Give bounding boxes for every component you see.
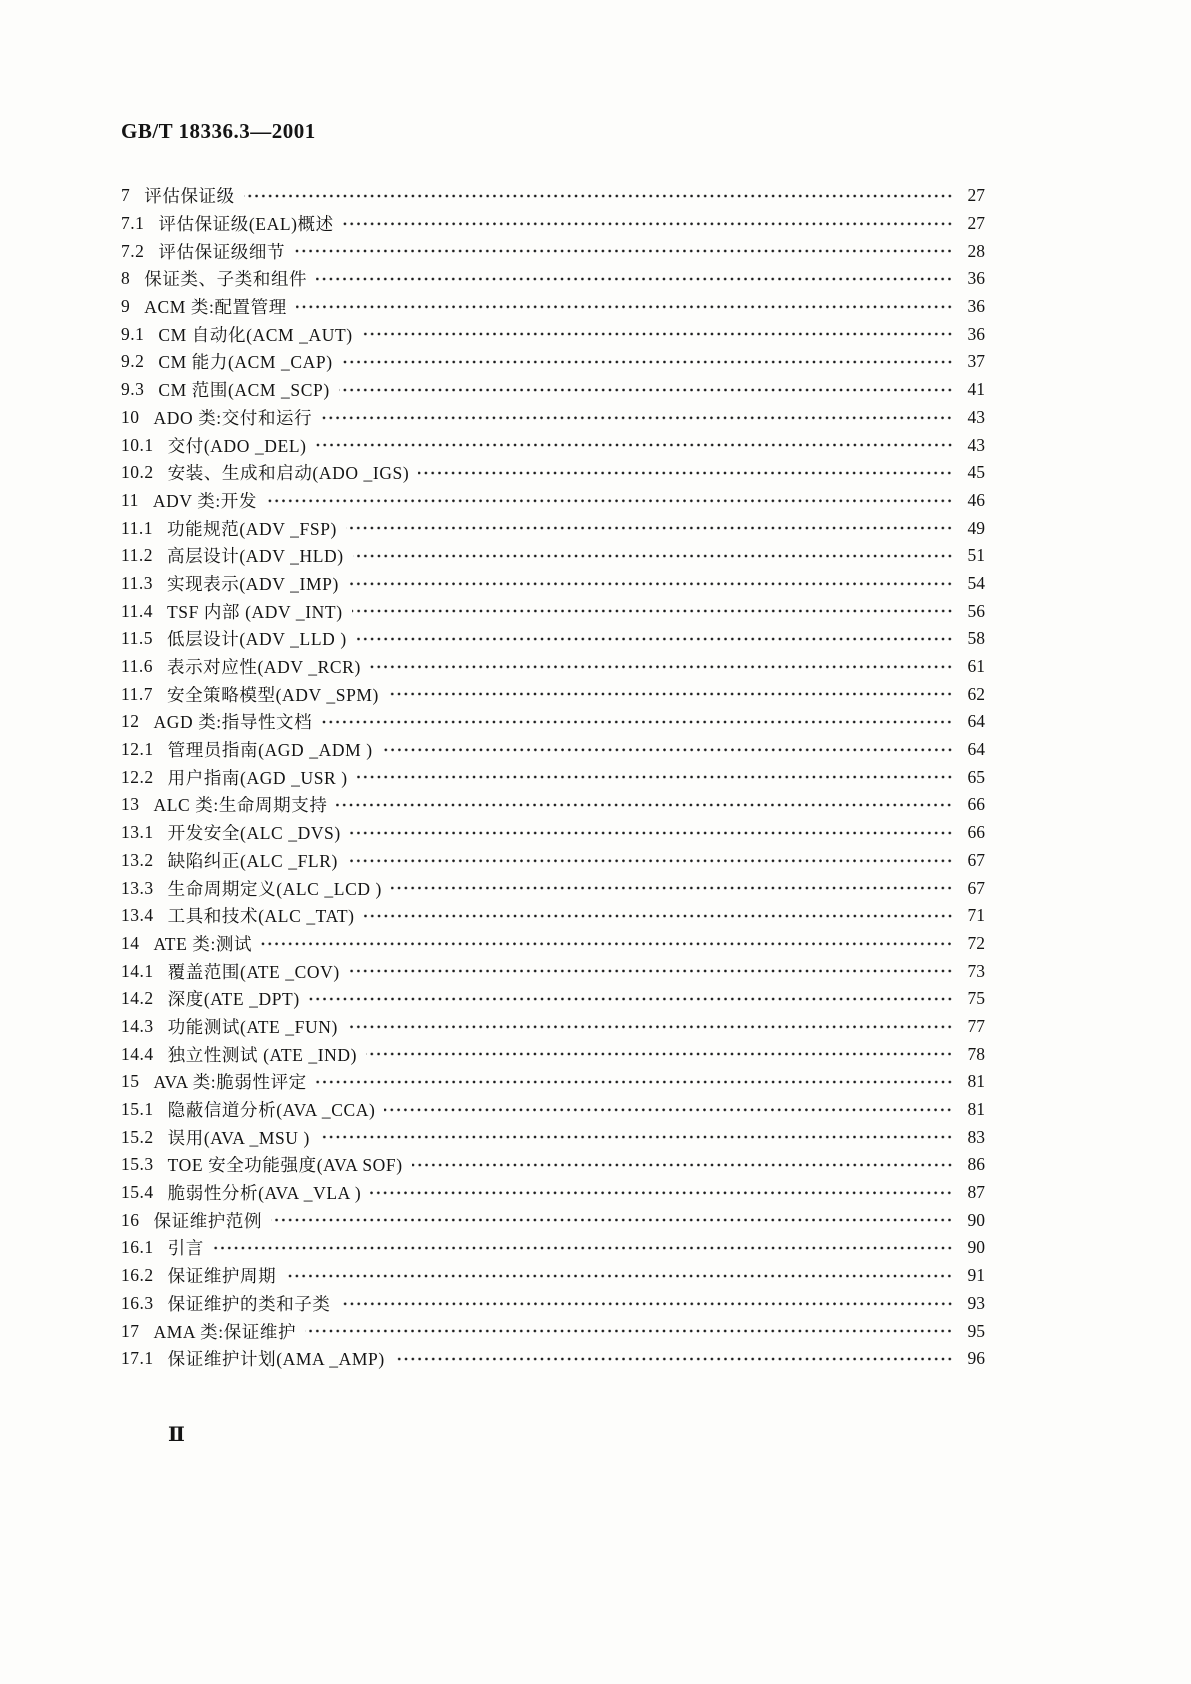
toc-entry (121, 874, 985, 902)
toc-entry-page: 95 (967, 1320, 985, 1341)
toc-entry-number: 12 (121, 711, 140, 732)
toc-entry-number: 12.2 (121, 766, 154, 787)
toc-entry-number: 9.1 (121, 323, 145, 344)
toc-dotted-leader (316, 1068, 953, 1096)
toc-entry-title: 功能规范(ADV _FSP) (166, 518, 337, 539)
toc-entry-number: 13.1 (121, 822, 154, 843)
toc-dotted-leader (347, 1013, 953, 1041)
toc-entry-number: 14.1 (121, 960, 154, 981)
toc-entry-number: 8 (121, 268, 131, 289)
toc-entry-page: 66 (967, 794, 985, 815)
toc-dotted-leader (336, 791, 953, 819)
toc-entry-page: 37 (967, 351, 985, 372)
toc-entry-number: 16.3 (121, 1292, 154, 1313)
toc-entry-number: 11.4 (121, 600, 153, 621)
toc-entry-page: 36 (967, 323, 985, 344)
toc-entry-title: CM 范围(ACM _SCP) (158, 380, 330, 401)
toc-entry-title: 安装、生成和启动(ADO _IGS) (167, 463, 410, 484)
toc-entry-page: 72 (967, 932, 985, 953)
toc-entry (121, 1317, 985, 1345)
toc-entry-page: 58 (967, 628, 985, 649)
toc-entry-page: 73 (967, 960, 985, 981)
toc-entry (121, 348, 985, 376)
toc-entry-title: AVA 类:脆弱性评定 (153, 1072, 307, 1093)
toc-dotted-leader (353, 542, 953, 570)
toc-entry-title: 交付(ADO _DEL) (167, 435, 307, 456)
toc-dotted-leader (339, 376, 953, 404)
toc-entry-title: 表示对应性(ADV _RCR) (166, 657, 361, 678)
toc-entry-title: ATE 类:测试 (153, 933, 253, 954)
toc-entry (121, 1179, 985, 1207)
toc-entry-title: 引言 (167, 1238, 204, 1259)
toc-entry-page: 27 (967, 185, 985, 206)
toc-entry-number: 11.1 (121, 517, 153, 538)
toc-entry-page: 54 (967, 572, 985, 593)
toc-entry-page: 67 (967, 877, 985, 898)
toc-entry (121, 763, 985, 791)
toc-entry-page: 41 (967, 379, 985, 400)
toc-dotted-leader (316, 431, 953, 459)
toc-entry-page: 66 (967, 822, 985, 843)
toc-entry-page: 90 (967, 1209, 985, 1230)
toc-entry (121, 542, 985, 570)
toc-entry-title: 隐蔽信道分析(AVA _CCA) (167, 1100, 376, 1121)
toc-entry (121, 1068, 985, 1096)
toc-entry-page: 93 (967, 1292, 985, 1313)
toc-entry (121, 570, 985, 598)
toc-entry-page: 28 (967, 240, 985, 261)
toc-entry-title: 保证维护范例 (153, 1210, 263, 1231)
toc-entry (121, 736, 985, 764)
toc-dotted-leader (352, 597, 953, 625)
toc-entry (121, 514, 985, 542)
toc-dotted-leader (394, 1345, 953, 1373)
toc-entry (121, 1206, 985, 1234)
toc-dotted-leader (213, 1234, 953, 1262)
toc-entry-page: 46 (967, 489, 985, 510)
toc-entry-title: 工具和技术(ALC _TAT) (167, 906, 355, 927)
toc-dotted-leader (305, 1317, 953, 1345)
toc-entry-page: 43 (967, 406, 985, 427)
toc-entry-number: 15.2 (121, 1126, 154, 1147)
toc-dotted-leader (412, 1151, 953, 1179)
toc-entry-page: 77 (967, 1015, 985, 1036)
toc-entry-number: 14 (121, 932, 140, 953)
toc-entry-title: 保证类、子类和组件 (144, 269, 308, 290)
toc-entry-page: 81 (967, 1071, 985, 1092)
toc-entry-number: 14.4 (121, 1043, 154, 1064)
toc-entry-number: 16 (121, 1209, 140, 1230)
toc-entry-title: 高层设计(ADV _HLD) (166, 546, 344, 567)
toc-entry-title: 保证维护周期 (167, 1266, 277, 1287)
toc-entry-title: 脆弱性分析(AVA _VLA ) (167, 1183, 362, 1204)
toc-entry-page: 67 (967, 849, 985, 870)
toc-entry-page: 78 (967, 1043, 985, 1064)
document-code: GB/T 18336.3—2001 (121, 119, 316, 143)
toc-entry-title: AMA 类:保证维护 (153, 1321, 297, 1342)
toc-dotted-leader (342, 348, 953, 376)
toc-entry-title: ADO 类:交付和运行 (153, 407, 313, 428)
toc-entry-title: AGD 类:指导性文档 (153, 712, 313, 733)
toc-entry-number: 12.1 (121, 739, 154, 760)
toc-entry (121, 404, 985, 432)
toc-dotted-leader (244, 182, 953, 210)
toc-dotted-leader (343, 210, 953, 238)
toc-dotted-leader (319, 1123, 953, 1151)
toc-entry (121, 1040, 985, 1068)
toc-entry-title: 生命周期定义(ALC _LCD ) (167, 878, 382, 899)
toc-entry-number: 7.2 (121, 240, 145, 261)
toc-dotted-leader (271, 1206, 953, 1234)
toc-dotted-leader (294, 237, 953, 265)
toc-entry (121, 957, 985, 985)
toc-entry-page: 71 (967, 905, 985, 926)
toc-entry-number: 9 (121, 296, 131, 317)
toc-entry-number: 16.2 (121, 1265, 154, 1286)
toc-entry-number: 11.5 (121, 628, 153, 649)
toc-entry-page: 56 (967, 600, 985, 621)
toc-dotted-leader (418, 459, 953, 487)
toc-entry (121, 680, 985, 708)
toc-entry (121, 597, 985, 625)
toc-entry (121, 182, 985, 210)
toc-entry-title: 开发安全(ALC _DVS) (167, 823, 341, 844)
toc-entry-number: 11.7 (121, 683, 153, 704)
toc-entry-page: 62 (967, 683, 985, 704)
toc-entry (121, 819, 985, 847)
toc-entry-title: 保证维护计划(AMA _AMP) (167, 1349, 385, 1370)
toc-entry-title: 功能测试(ATE _FUN) (167, 1016, 338, 1037)
toc-dotted-leader (346, 514, 953, 542)
toc-dotted-leader (362, 320, 953, 348)
toc-entry-number: 13.4 (121, 905, 154, 926)
toc-entry-title: 独立性测试 (ATE _IND) (167, 1044, 358, 1065)
toc-entry-title: 缺陷纠正(ALC _FLR) (167, 850, 338, 871)
toc-entry (121, 985, 985, 1013)
toc-entry-page: 65 (967, 766, 985, 787)
toc-entry-page: 27 (967, 213, 985, 234)
toc-entry-page: 61 (967, 656, 985, 677)
toc-entry-number: 14.2 (121, 988, 154, 1009)
toc-entry-number: 10 (121, 406, 140, 427)
toc-dotted-leader (364, 902, 953, 930)
toc-dotted-leader (348, 570, 953, 598)
toc-entry (121, 625, 985, 653)
toc-entry (121, 1013, 985, 1041)
toc-entry-title: 保证维护的类和子类 (167, 1293, 331, 1314)
toc-entry-title: 用户指南(AGD _USR ) (167, 767, 348, 788)
toc-entry (121, 487, 985, 515)
toc-entry (121, 459, 985, 487)
toc-dotted-leader (350, 819, 953, 847)
toc-entry-title: 评估保证级细节 (158, 241, 286, 262)
toc-entry-page: 90 (967, 1237, 985, 1258)
toc-entry (121, 265, 985, 293)
toc-entry-page: 45 (967, 462, 985, 483)
toc-dotted-leader (388, 680, 953, 708)
toc-dotted-leader (296, 293, 953, 321)
toc-entry (121, 237, 985, 265)
toc-entry (121, 708, 985, 736)
toc-entry-number: 15.1 (121, 1099, 154, 1120)
toc-entry-title: 深度(ATE _DPT) (167, 989, 300, 1010)
toc-entry-number: 17.1 (121, 1348, 154, 1369)
toc-dotted-leader (321, 708, 953, 736)
toc-dotted-leader (382, 736, 953, 764)
toc-entry-number: 14.3 (121, 1015, 154, 1036)
toc-entry-number: 15 (121, 1071, 140, 1092)
toc-entry (121, 902, 985, 930)
toc-entry-number: 11.6 (121, 656, 153, 677)
toc-entry-page: 91 (967, 1265, 985, 1286)
toc-dotted-leader (316, 265, 953, 293)
toc-entry (121, 1234, 985, 1262)
toc-dotted-leader (357, 763, 953, 791)
toc-entry (121, 847, 985, 875)
toc-entry (121, 376, 985, 404)
toc-entry-page: 83 (967, 1126, 985, 1147)
toc-entry (121, 1262, 985, 1290)
toc-entry-title: 覆盖范围(ATE _COV) (167, 961, 340, 982)
toc-dotted-leader (347, 847, 953, 875)
toc-entry-number: 11.3 (121, 572, 153, 593)
toc-entry-page: 75 (967, 988, 985, 1009)
toc-entry-title: 评估保证级(EAL)概述 (158, 214, 334, 235)
toc-entry-number: 10.1 (121, 434, 154, 455)
toc-entry-number: 13.2 (121, 849, 154, 870)
toc-entry (121, 1123, 985, 1151)
toc-entry-title: ADV 类:开发 (152, 490, 257, 511)
toc-entry-page: 36 (967, 296, 985, 317)
toc-entry-title: 评估保证级 (144, 186, 235, 207)
toc-entry-number: 11.2 (121, 545, 153, 566)
toc-dotted-leader (391, 874, 953, 902)
toc-entry-page: 51 (967, 545, 985, 566)
toc-dotted-leader (366, 1040, 953, 1068)
toc-entry-title: 管理员指南(AGD _ADM ) (167, 740, 373, 761)
toc-entry-title: CM 自动化(ACM _AUT) (158, 324, 353, 345)
toc-entry-title: TOE 安全功能强度(AVA SOF) (167, 1155, 403, 1176)
toc-entry-page: 64 (967, 739, 985, 760)
toc-entry (121, 210, 985, 238)
toc-dotted-leader (309, 985, 953, 1013)
toc-dotted-leader (321, 404, 953, 432)
toc-entry (121, 1096, 985, 1124)
toc-dotted-leader (266, 487, 953, 515)
toc-entry-number: 13 (121, 794, 140, 815)
toc-entry-number: 16.1 (121, 1237, 154, 1258)
toc-entry-title: 误用(AVA _MSU ) (167, 1127, 310, 1148)
toc-entry (121, 293, 985, 321)
toc-entry (121, 1290, 985, 1318)
toc-entry (121, 431, 985, 459)
toc-entry (121, 653, 985, 681)
toc-entry-title: 低层设计(ADV _LLD ) (166, 629, 347, 650)
toc-dotted-leader (384, 1096, 953, 1124)
toc-entry-title: ACM 类:配置管理 (144, 297, 287, 318)
toc-entry (121, 930, 985, 958)
toc-entry-title: TSF 内部 (ADV _INT) (166, 601, 343, 622)
footer-page-number: Ⅱ (168, 1424, 185, 1446)
toc-entry (121, 1151, 985, 1179)
toc-entry-number: 13.3 (121, 877, 154, 898)
toc-dotted-leader (285, 1262, 953, 1290)
toc-entry (121, 320, 985, 348)
toc-entry (121, 1345, 985, 1373)
toc-entry-page: 64 (967, 711, 985, 732)
toc-entry-page: 87 (967, 1182, 985, 1203)
toc-entry-number: 17 (121, 1320, 140, 1341)
toc-dotted-leader (356, 625, 953, 653)
toc-entry-number: 11 (121, 489, 139, 510)
toc-dotted-leader (349, 957, 953, 985)
toc-entry-title: ALC 类:生命周期支持 (153, 795, 328, 816)
toc-entry-number: 10.2 (121, 462, 154, 483)
toc-entry-title: 实现表示(ADV _IMP) (166, 573, 339, 594)
toc-entry-page: 49 (967, 517, 985, 538)
toc-entry-page: 96 (967, 1348, 985, 1369)
toc-dotted-leader (370, 653, 953, 681)
toc-entry-number: 9.3 (121, 379, 145, 400)
toc-entry-title: 安全策略模型(ADV _SPM) (166, 684, 379, 705)
toc-dotted-leader (261, 930, 953, 958)
toc-entry-number: 7.1 (121, 213, 145, 234)
toc-entry-number: 9.2 (121, 351, 145, 372)
toc-entry-number: 7 (121, 185, 131, 206)
toc-entry-page: 43 (967, 434, 985, 455)
toc-entry (121, 791, 985, 819)
toc-entry-number: 15.4 (121, 1182, 154, 1203)
toc-dotted-leader (370, 1179, 953, 1207)
toc-entry-title: CM 能力(ACM _CAP) (158, 352, 333, 373)
toc-list (121, 182, 985, 1373)
toc-entry-page: 86 (967, 1154, 985, 1175)
toc-entry-number: 15.3 (121, 1154, 154, 1175)
toc-dotted-leader (340, 1290, 953, 1318)
toc-entry-page: 36 (967, 268, 985, 289)
toc-entry-page: 81 (967, 1099, 985, 1120)
